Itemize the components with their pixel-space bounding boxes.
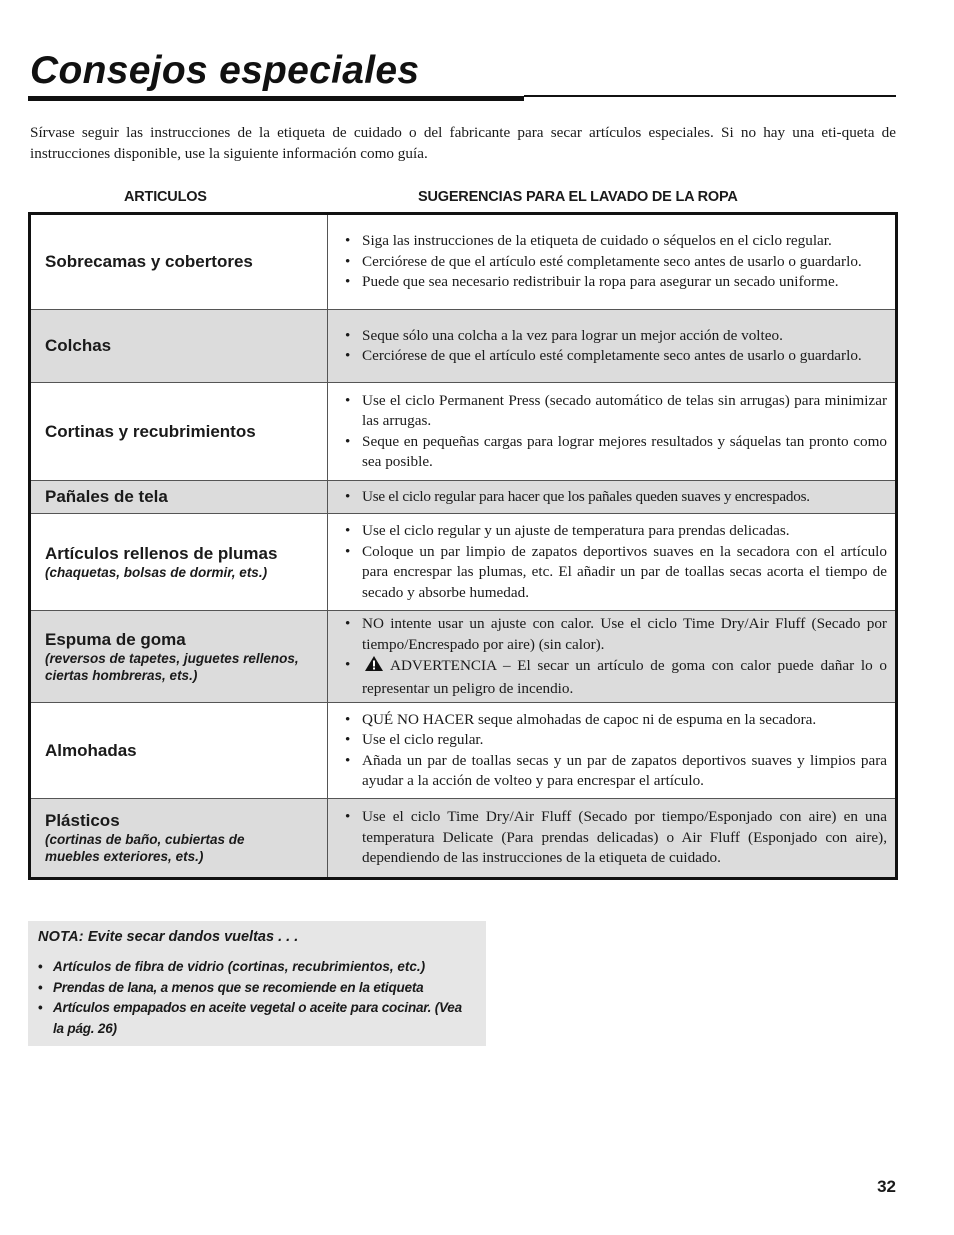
column-header-tips: SUGERENCIAS PARA EL LAVADO DE LA ROPA [418,189,738,205]
title-rule-thick [28,96,524,101]
tip-item: • Use el ciclo regular para hacer que los pañales queden suaves y encrespados. [343,487,887,508]
title-rule-thin [524,95,896,97]
tip-item: • Seque en pequeñas cargas para lograr mejores resultados y sáquelas tan pronto como sea posible. [343,432,887,473]
tips-cell [328,481,895,513]
item-cell [31,215,328,309]
item-name: Almohadas [45,740,137,760]
table-row [31,215,895,309]
note-heading: Evite secar dandos vueltas . . . [87,929,299,945]
item-name: Colchas [45,336,112,355]
item-name: Plásticos [45,811,120,830]
note-item: • Artículos de fibra de vidrio (cortinas, recubrimientos, etc.) [38,957,476,978]
note-label: NOTA: [38,929,84,945]
item-name: Sobrecamas y cobertores [45,252,253,271]
item-cell [31,310,328,382]
note-list [38,957,476,1039]
tip-item: • Cerciórese de que el artículo esté completamente seco antes de usarlo o guardarlo. [343,252,887,273]
tip-item: • Use el ciclo regular. [343,730,887,751]
tips-cell [328,611,895,702]
warning-text: ADVERTENCIA – El secar un artículo de goma con calor puede dañar lo o representar un peligro de incendio. [362,657,887,697]
item-cell [31,611,328,702]
item-cell [31,799,328,877]
tip-item: • Seque sólo una colcha a la vez para lograr un mejor acción de volteo. [343,326,887,347]
table-row [31,798,895,877]
warning-triangle-icon [364,655,384,679]
page-number: 32 [877,1177,896,1196]
tips-cell [328,383,895,480]
tip-item: • Siga las instrucciones de la etiqueta de cuidado o séquelos en el ciclo regular. [343,231,887,252]
item-cell [31,481,328,513]
tip-item: • Añada un par de toallas secas y un par de zapatos deportivos suaves y limpios para ayudar a la acción de volteo y para encrespar el artículo. [343,751,887,792]
tips-cell [328,514,895,610]
note-item: • Artículos empapados en aceite vegetal o aceite para cocinar. (Vea la pág. 26) [38,998,476,1039]
tip-item: • Cerciórese de que el artículo esté completamente seco antes de usarlo o guardarlo. [343,346,887,367]
table-row [31,382,895,480]
tip-item: • Use el ciclo regular y un ajuste de temperatura para prendas delicadas. [343,521,887,542]
tip-item: • Use el ciclo Permanent Press (secado automático de telas sin arrugas) para minimizar las arrugas. [343,391,887,432]
table-row [31,309,895,382]
intro-paragraph: Sírvase seguir las instrucciones de la etiqueta de cuidado o del fabricante para secar artículos especiales. Si no hay una eti-queta de instrucciones disponible, use la siguiente información como guía. [30,124,896,162]
tip-item: • Puede que sea necesario redistribuir la ropa para asegurar un secado uniforme. [343,272,887,293]
note-item: • Prendas de lana, a menos que se recomiende en la etiqueta [38,978,476,999]
tip-item: • NO intente usar un ajuste con calor. Use el ciclo Time Dry/Air Fluff (Secado por tiempo/Encrespado por aire) (sin calor). [343,614,887,655]
tips-cell [328,310,895,382]
column-header-items: ARTICULOS [124,189,207,205]
tips-cell [328,799,895,877]
item-subtitle: (reversos de tapetes, juguetes rellenos, ciertas hombreras, ets.) [45,650,299,683]
tips-table [28,212,898,880]
table-row [31,480,895,513]
tip-item: • Use el ciclo Time Dry/Air Fluff (Secado por tiempo/Esponjado con aire) en una temperatura Delicate (Para prendas delicadas) o Air Fluff (Esponjado con aire), dependiendo de las instrucciones de la etiqueta de cuidado. [343,807,887,869]
table-row [31,702,895,798]
table-row [31,610,895,702]
tips-cell [328,215,895,309]
tip-item: • Coloque un par limpio de zapatos deportivos suaves en la secadora con el artículo para encrespar las plumas, etc. El añadir un par de toallas secas acorta el tiempo de secado y absorbe humedad. [343,542,887,604]
item-name: Cortinas y recubrimientos [45,421,256,441]
tip-item [343,655,887,699]
note-box [28,921,486,1046]
item-cell [31,383,328,480]
table-row [31,513,895,610]
item-name: Espuma de goma [45,629,186,649]
item-name: Pañales de tela [45,487,168,506]
item-cell [31,514,328,610]
tip-item: • QUÉ NO HACER seque almohadas de capoc ni de espuma en la secadora. [343,710,887,731]
item-subtitle: (chaquetas, bolsas de dormir, ets.) [45,564,268,580]
item-cell [31,703,328,798]
tips-cell [328,703,895,798]
item-name: Artículos rellenos de plumas [45,543,278,563]
page-title: Consejos especiales [30,49,420,92]
note-title [38,927,476,947]
item-subtitle: (cortinas de baño, cubiertas de muebles exteriores, ets.) [45,832,245,864]
